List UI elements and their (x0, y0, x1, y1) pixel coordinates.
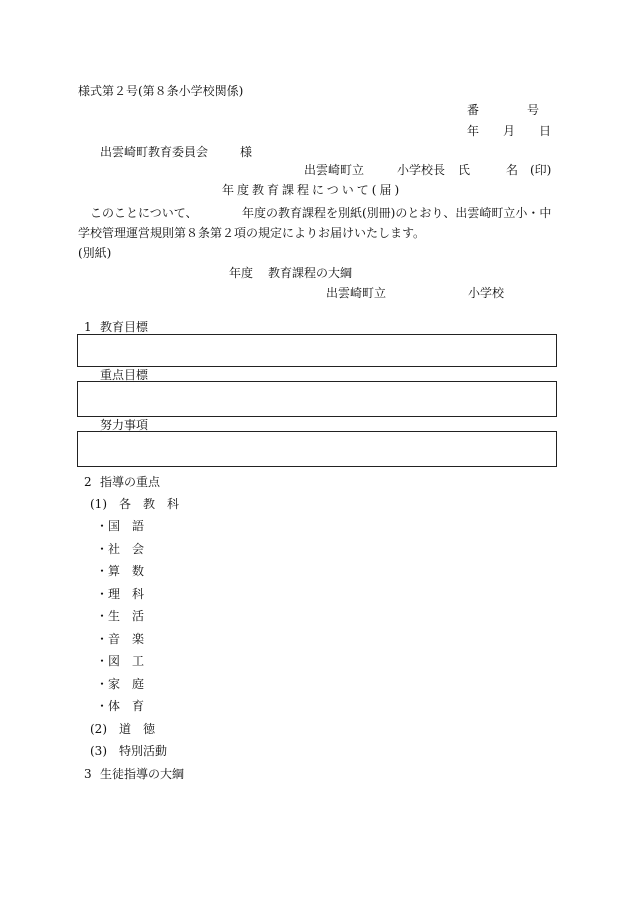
subject-item: ・社 会 (96, 542, 145, 556)
subject-item: ・理 科 (96, 587, 145, 601)
document-number-label: 番 号 (467, 103, 540, 117)
effort-items-box[interactable] (77, 431, 557, 467)
addressee-name: 出雲崎町教育委員会 (100, 145, 209, 159)
body-line1-start: このことについて、 (90, 206, 198, 220)
form-title: 年度教育課程について(届) (222, 183, 403, 197)
annex-town: 出雲崎町立 (326, 286, 387, 300)
section2-number: 2 (84, 475, 92, 489)
education-goal-box[interactable] (77, 334, 557, 367)
priority-goal-box[interactable] (77, 381, 557, 417)
moral-education-label: (2) 道 徳 (90, 722, 155, 736)
subject-item: ・生 活 (96, 609, 145, 623)
subject-item: ・図 工 (96, 654, 145, 668)
section2-title: 指導の重点 (100, 475, 161, 489)
sender-town: 出雲崎町立 (304, 163, 365, 177)
form-number-label: 様式第２号(第８条小学校関係) (78, 84, 244, 98)
sender-title: 小学校長 (397, 163, 446, 177)
seal-mark: (印) (530, 163, 552, 177)
priority-goal-label: 重点目標 (100, 368, 149, 382)
subject-item: ・家 庭 (96, 677, 145, 691)
subject-item: ・国 語 (96, 519, 145, 533)
annex-title-year: 年度 (229, 266, 254, 280)
section3-title: 生徒指導の大綱 (100, 767, 185, 781)
section1-title: 教育目標 (100, 320, 149, 334)
section1-number: 1 (84, 320, 92, 334)
sender-name-label: 氏 名 (458, 163, 519, 177)
subject-item: ・算 数 (96, 564, 145, 578)
date-label: 年 月 日 (467, 124, 552, 138)
annex-title: 教育課程の大綱 (268, 266, 353, 280)
subject-item: ・音 楽 (96, 632, 145, 646)
effort-items-label: 努力事項 (100, 418, 149, 432)
subject-item: ・体 育 (96, 699, 145, 713)
subjects-label: (1) 各 教 科 (90, 497, 179, 511)
special-activities-label: (3) 特別活動 (90, 744, 167, 758)
annex-school: 小学校 (468, 286, 505, 300)
addressee-honorific: 様 (240, 145, 253, 159)
annex-label: (別紙) (78, 246, 112, 260)
body-line1-rest: 年度の教育課程を別紙(別冊)のとおり、出雲崎町立小・中 (242, 206, 552, 220)
body-line2: 学校管理運営規則第８条第２項の規定によりお届けいたします。 (78, 226, 426, 240)
section3-number: 3 (84, 767, 92, 781)
